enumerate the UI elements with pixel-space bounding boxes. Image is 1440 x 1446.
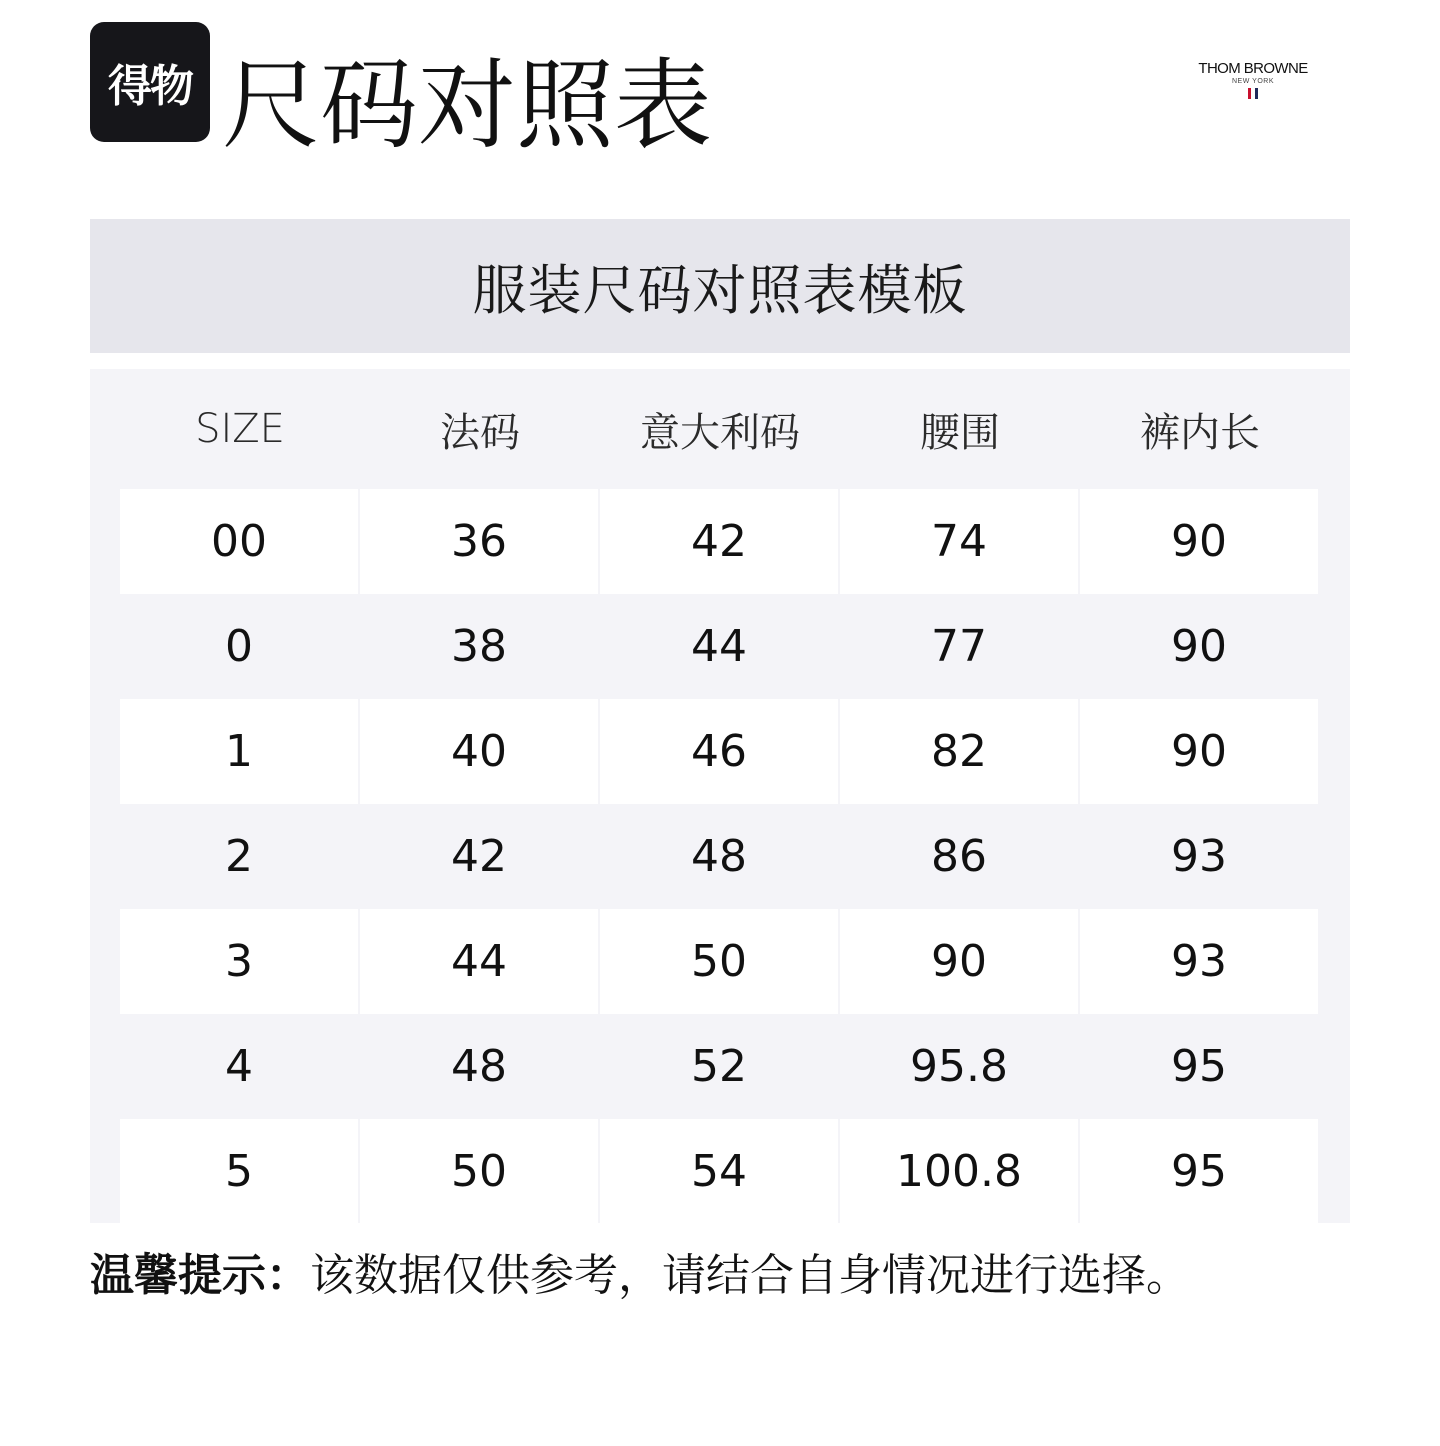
cell-size: 3 bbox=[120, 909, 358, 1014]
table-row bbox=[120, 699, 1318, 804]
cell-inseam: 93 bbox=[1080, 804, 1318, 909]
cell-inseam: 95 bbox=[1080, 1014, 1318, 1119]
cell-waist: 95.8 bbox=[840, 1014, 1078, 1119]
app-logo bbox=[90, 22, 210, 142]
table-row bbox=[120, 1119, 1318, 1223]
cell-inseam: 90 bbox=[1080, 489, 1318, 594]
table-title: 服装尺码对照表模板 bbox=[472, 258, 968, 322]
brand-subtitle: NEW YORK bbox=[1232, 78, 1274, 85]
table-row bbox=[120, 594, 1318, 699]
cell-waist: 86 bbox=[840, 804, 1078, 909]
table-body bbox=[120, 489, 1318, 1223]
brand-stripe-navy bbox=[1255, 88, 1258, 99]
cell-waist: 82 bbox=[840, 699, 1078, 804]
cell-french-size: 50 bbox=[360, 1119, 598, 1223]
brand-logo bbox=[1180, 60, 1326, 99]
cell-italian-size: 44 bbox=[600, 594, 838, 699]
cell-inseam: 90 bbox=[1080, 594, 1318, 699]
brand-name: THOM BROWNE bbox=[1198, 60, 1308, 77]
cell-italian-size: 48 bbox=[600, 804, 838, 909]
cell-italian-size: 52 bbox=[600, 1014, 838, 1119]
cell-french-size: 42 bbox=[360, 804, 598, 909]
table-row bbox=[120, 804, 1318, 909]
cell-size: 4 bbox=[120, 1014, 358, 1119]
cell-french-size: 48 bbox=[360, 1014, 598, 1119]
brand-stripes-icon bbox=[1180, 88, 1326, 99]
cell-inseam: 90 bbox=[1080, 699, 1318, 804]
cell-italian-size: 54 bbox=[600, 1119, 838, 1223]
cell-size: 00 bbox=[120, 489, 358, 594]
table-header-row bbox=[120, 369, 1320, 489]
cell-waist: 100.8 bbox=[840, 1119, 1078, 1223]
cell-french-size: 40 bbox=[360, 699, 598, 804]
cell-italian-size: 46 bbox=[600, 699, 838, 804]
table-banner bbox=[90, 219, 1350, 353]
notice-label: 温馨提示： bbox=[90, 1250, 310, 1301]
column-header-italian-size: 意大利码 bbox=[640, 409, 800, 456]
cell-waist: 77 bbox=[840, 594, 1078, 699]
column-header-waist: 腰围 bbox=[920, 409, 1000, 456]
notice-text: 该数据仅供参考，请结合自身情况进行选择。 bbox=[310, 1250, 1190, 1301]
table-row bbox=[120, 489, 1318, 594]
table-row bbox=[120, 1014, 1318, 1119]
cell-french-size: 38 bbox=[360, 594, 598, 699]
cell-size: 0 bbox=[120, 594, 358, 699]
brand-stripe-red bbox=[1248, 88, 1251, 99]
cell-size: 1 bbox=[120, 699, 358, 804]
cell-french-size: 36 bbox=[360, 489, 598, 594]
cell-inseam: 95 bbox=[1080, 1119, 1318, 1223]
column-header-size: SIZE bbox=[195, 406, 285, 452]
app-logo-text: 得物 bbox=[108, 61, 192, 112]
page-title: 尺码对照表 bbox=[222, 49, 713, 163]
cell-waist: 74 bbox=[840, 489, 1078, 594]
cell-waist: 90 bbox=[840, 909, 1078, 1014]
column-header-french-size: 法码 bbox=[440, 409, 520, 456]
cell-size: 2 bbox=[120, 804, 358, 909]
cell-italian-size: 42 bbox=[600, 489, 838, 594]
cell-french-size: 44 bbox=[360, 909, 598, 1014]
cell-size: 5 bbox=[120, 1119, 358, 1223]
cell-italian-size: 50 bbox=[600, 909, 838, 1014]
size-table bbox=[90, 369, 1350, 1223]
notice bbox=[90, 1244, 1190, 1308]
cell-inseam: 93 bbox=[1080, 909, 1318, 1014]
table-row bbox=[120, 909, 1318, 1014]
column-header-inseam: 裤内长 bbox=[1140, 409, 1260, 456]
